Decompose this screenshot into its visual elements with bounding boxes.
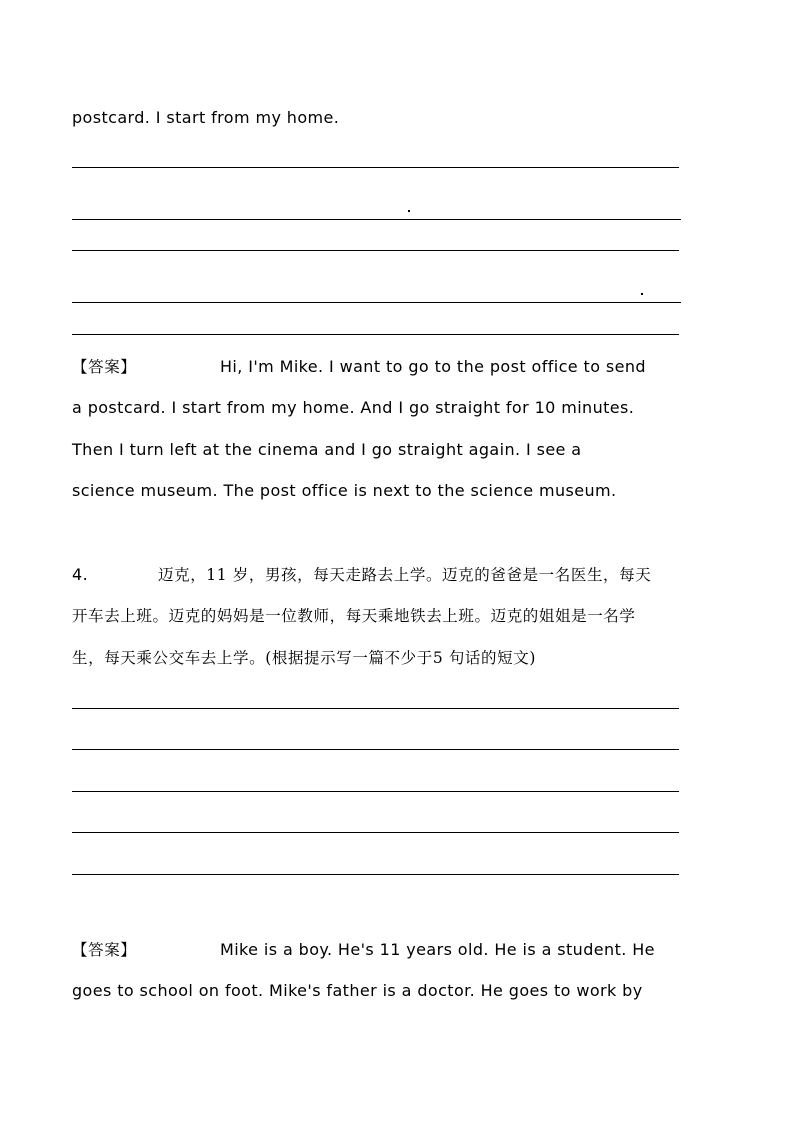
writing-line[interactable] [72, 832, 679, 833]
answer-line: Then I turn left at the cinema and I go straight again. I see a [72, 440, 582, 459]
writing-line[interactable] [72, 302, 681, 303]
question-number: 4. [72, 565, 89, 584]
question-line: 生，每天乘公交车去上学。(根据提示写一篇不少于5 句话的短文) [72, 649, 536, 667]
stray-dot [408, 210, 410, 212]
writing-line[interactable] [72, 250, 679, 251]
writing-line[interactable] [72, 708, 679, 709]
writing-line[interactable] [72, 334, 679, 335]
stray-dot [641, 293, 643, 295]
answer-line: a postcard. I start from my home. And I go straight for 10 minutes. [72, 398, 635, 417]
question-line: 开车去上班。迈克的妈妈是一位教师，每天乘地铁去上班。迈克的姐姐是一名学 [72, 607, 636, 625]
answer-line: Hi, I'm Mike. I want to go to the post office to send [220, 357, 646, 376]
writing-line[interactable] [72, 874, 679, 875]
writing-line[interactable] [72, 167, 679, 168]
intro-tail-text: postcard. I start from my home. [72, 108, 340, 127]
writing-line[interactable] [72, 749, 679, 750]
writing-line[interactable] [72, 219, 681, 220]
writing-line[interactable] [72, 791, 679, 792]
answer-label: 【答案】 [72, 358, 137, 376]
answer-line: Mike is a boy. He's 11 years old. He is a student. He [220, 940, 655, 959]
answer-line: science museum. The post office is next to the science museum. [72, 481, 617, 500]
answer-label: 【答案】 [72, 941, 137, 959]
question-line: 迈克，11 岁，男孩，每天走路去上学。迈克的爸爸是一名医生，每天 [158, 566, 652, 584]
answer-line: goes to school on foot. Mike's father is a doctor. He goes to work by [72, 981, 643, 1000]
